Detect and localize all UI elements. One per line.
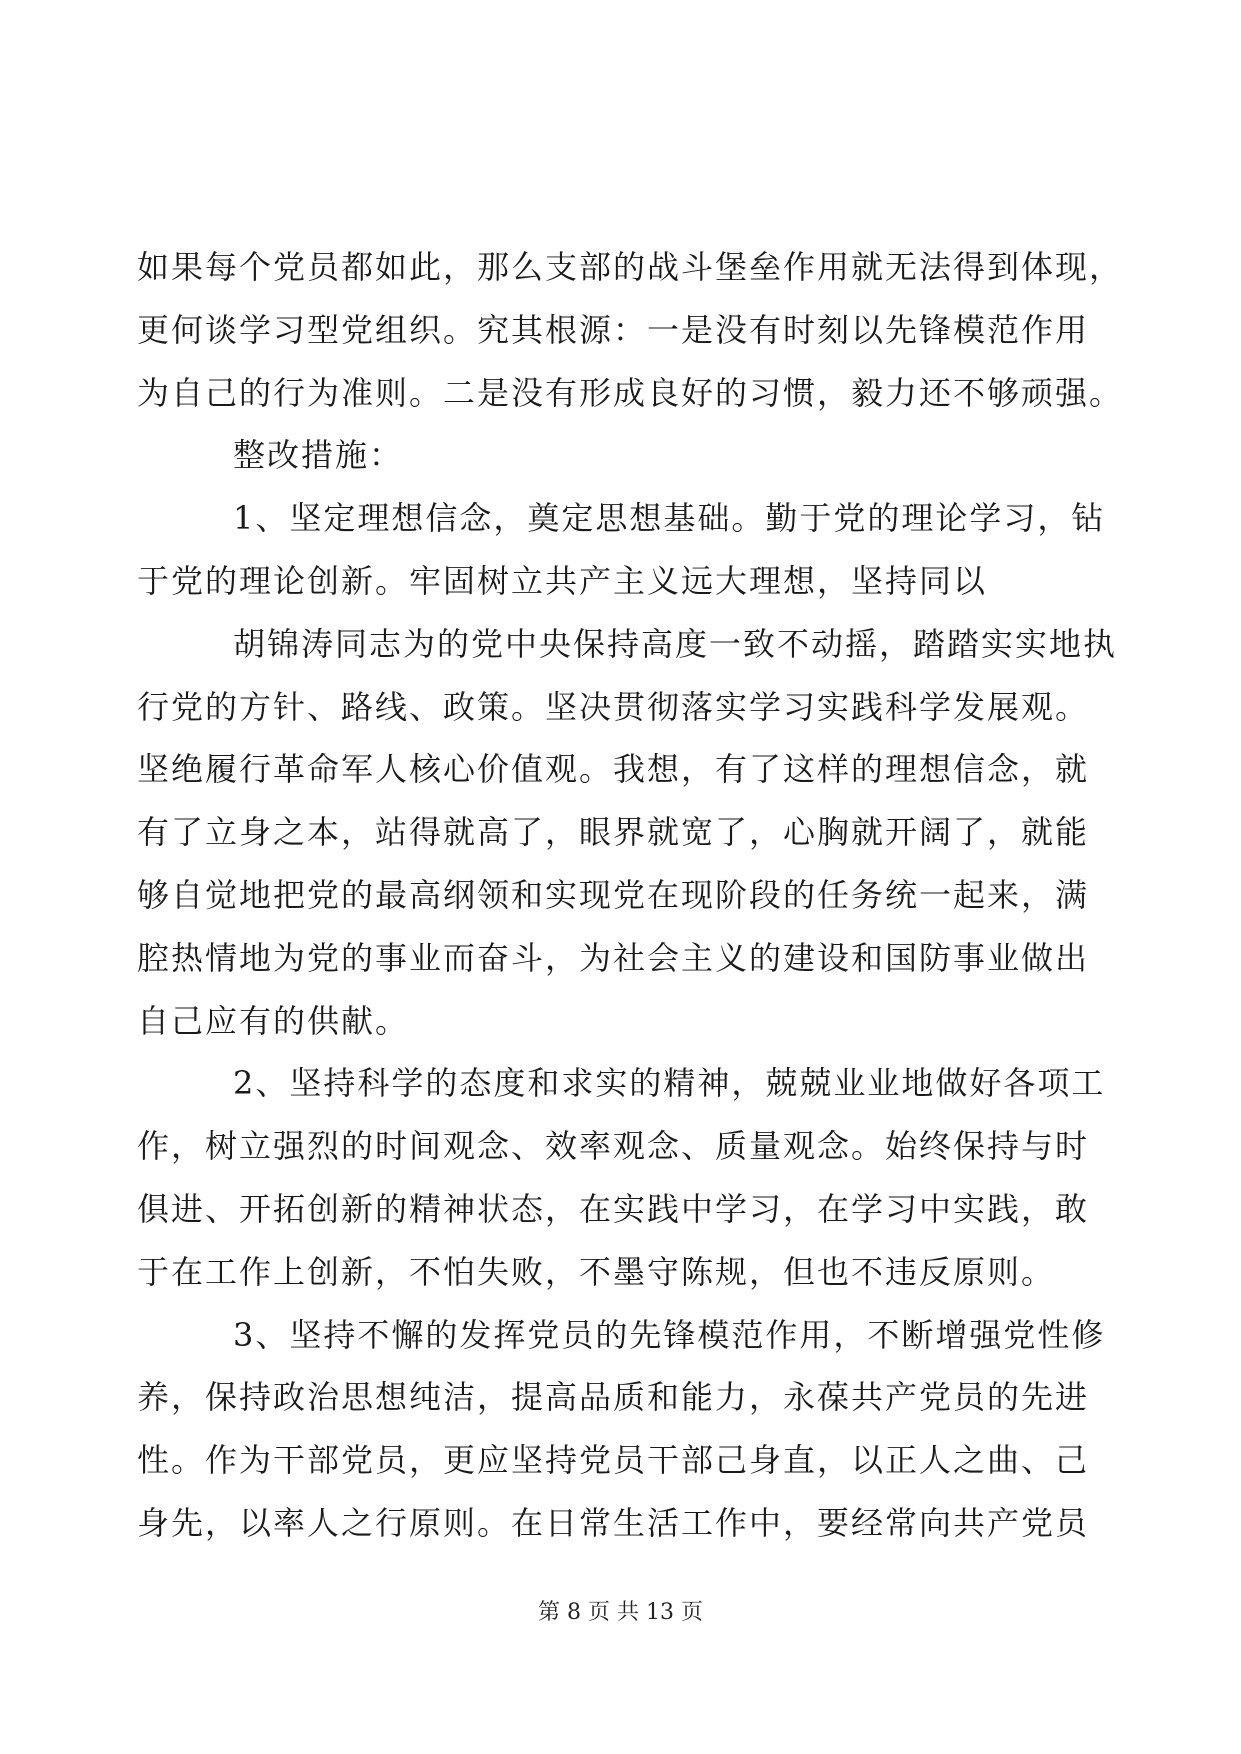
text-line: 于党的理论创新。牢固树立共产主义远大理想，坚持同以 [137,561,988,600]
text-line: 更何谈学习型党组织。究其根源：一是没有时刻以先锋模范作用 [137,310,1090,349]
text-line: 行党的方针、路线、政策。坚决贯彻落实学习实践科学发展观。 [137,687,1090,726]
text-line: 3、坚持不懈的发挥党员的先锋模范作用，不断增强党性修 [233,1315,1106,1354]
text-line: 自己应有的供献。 [137,1001,410,1040]
text-line: 身先，以率人之行原则。在日常生活工作中，要经常向共产党员 [137,1503,1090,1542]
page-footer [0,1595,1241,1626]
body-text [137,236,1124,1555]
text-line: 1、坚定理想信念，奠定思想基础。勤于党的理论学习，钻 [233,499,1106,538]
text-line: 够自觉地把党的最高纲领和实现党在现阶段的任务统一起来，满 [137,875,1090,914]
text-line: 养，保持政治思想纯洁，提高品质和能力，永葆共产党员的先进 [137,1378,1090,1417]
text-line: 2、坚持科学的态度和求实的精神，兢兢业业地做好各项工 [233,1064,1106,1103]
text-line: 腔热情地为党的事业而奋斗，为社会主义的建设和国防事业做出 [137,938,1090,977]
text-line: 有了立身之本，站得就高了，眼界就宽了，心胸就开阔了，就能 [137,813,1090,852]
text-line: 如果每个党员都如此，那么支部的战斗堡垒作用就无法得到体现， [137,248,1124,286]
text-line: 作，树立强烈的时间观念、效率观念、质量观念。始终保持与时 [137,1127,1090,1166]
text-line: 性。作为干部党员，更应坚持党员干部己身直，以正人之曲、己 [137,1441,1090,1480]
page-number-label: 第 8 页 共 13 页 [538,1600,703,1625]
section-heading: 整改措施： [233,436,404,475]
text-line: 为自己的行为准则。二是没有形成良好的习惯，毅力还不够顽强。 [137,373,1124,412]
text-line: 俱进、开拓创新的精神状态，在实践中学习，在学习中实践，敢 [137,1189,1090,1228]
text-line: 于在工作上创新，不怕失败，不墨守陈规，但也不违反原则。 [137,1252,1056,1291]
text-line: 胡锦涛同志为的党中央保持高度一致不动摇，踏踏实实地执 [233,624,1118,663]
text-line: 坚绝履行革命军人核心价值观。我想，有了这样的理想信念，就 [137,750,1090,789]
